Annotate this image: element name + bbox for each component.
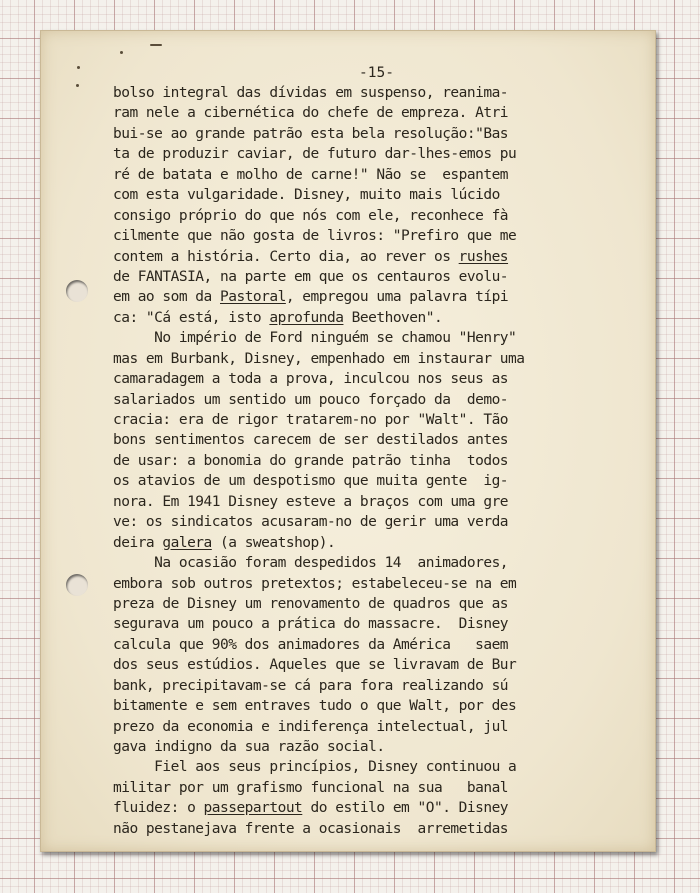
underlined-word: rushes bbox=[458, 248, 509, 265]
text-line: dos seus estúdios. Aqueles que se livravam de Bur bbox=[113, 657, 517, 674]
text-line: com esta vulgaridade. Disney, muito mais lúcido bbox=[113, 187, 500, 204]
text-line: não pestanejava frente a ocasionais arremetidas bbox=[113, 820, 509, 837]
text-line: calcula que 90% dos animadores da América saem bbox=[113, 636, 509, 653]
punch-hole-top bbox=[66, 280, 88, 302]
text-line: mas em Burbank, Disney, empenhado em instaurar uma bbox=[113, 350, 525, 367]
text-line: Fiel aos seus princípios, Disney continuou a bbox=[113, 759, 517, 776]
text-line: bui-se ao grande patrão esta bela resolução:"Bas bbox=[113, 125, 509, 142]
underlined-word: Pastoral bbox=[220, 289, 286, 306]
text-line: segurava um pouco a prática do massacre. Disney bbox=[113, 616, 509, 633]
text-line: salariados um sentido um pouco forçado da demo- bbox=[113, 391, 509, 408]
text-line: No império de Ford ninguém se chamou "Henry" bbox=[113, 330, 517, 347]
ink-speck bbox=[77, 66, 80, 69]
text-line: contem a história. Certo dia, ao rever os rushes bbox=[113, 248, 509, 265]
text-line: de FANTASIA, na parte em que os centauros evolu- bbox=[113, 268, 509, 285]
text-line: bank, precipitavam-se cá para fora realizando sú bbox=[113, 677, 509, 694]
ink-speck bbox=[76, 84, 79, 87]
text-line: gava indigno da sua razão social. bbox=[113, 739, 385, 755]
text-line: em ao som da Pastoral, empregou uma palavra típi bbox=[113, 289, 509, 306]
text-line: bitamente e sem entraves tudo o que Walt, por des bbox=[113, 698, 517, 715]
text-line: embora sob outros pretextos; estabeleceu-se na em bbox=[113, 575, 517, 592]
text-line: deira galera (a sweatshop). bbox=[113, 534, 336, 551]
text-line: preza de Disney um renovamento de quadros que as bbox=[113, 595, 509, 612]
text-line: ta de produzir caviar, de futuro dar-lhes-emos pu bbox=[113, 146, 517, 163]
page-number: -15- bbox=[359, 65, 394, 81]
text-line: fluidez: o passepartout do estilo em "O". Disney bbox=[113, 800, 509, 817]
text-line: os atavios de um despotismo que muita gente ig- bbox=[113, 473, 509, 490]
underlined-word: aprofunda bbox=[269, 309, 344, 326]
ink-speck bbox=[150, 44, 162, 46]
text-line: Na ocasião foram despedidos 14 animadores, bbox=[113, 555, 509, 572]
punch-hole-bottom bbox=[66, 574, 88, 596]
ink-speck bbox=[120, 51, 123, 54]
text-line: nora. Em 1941 Disney esteve a braços com uma gre bbox=[113, 493, 509, 510]
text-line: cracia: era de rigor tratarem-no por "Walt". Tão bbox=[113, 412, 509, 428]
text-line: militar por um grafismo funcional na sua banal bbox=[113, 779, 509, 796]
typewritten-text-block bbox=[113, 83, 593, 839]
text-line: ve: os sindicatos acusaram-no de gerir uma verda bbox=[113, 514, 509, 531]
text-line: prezo da economia e indiferença intelectual, jul bbox=[113, 718, 509, 735]
text-line: ram nele a cibernética do chefe de empreza. Atri bbox=[113, 105, 509, 122]
text-line: bolso integral das dívidas em suspenso, reanima- bbox=[113, 85, 509, 101]
text-line: cilmente que não gosta de livros: "Prefiro que me bbox=[113, 228, 517, 245]
text-line: de usar: a bonomia do grande patrão tinha todos bbox=[113, 452, 509, 469]
text-line: bons sentimentos carecem de ser destilados antes bbox=[113, 432, 509, 449]
underlined-word: galera bbox=[162, 534, 212, 551]
text-line: ré de batata e molho de carne!" Não se espantem bbox=[113, 166, 509, 183]
underlined-word: passepartout bbox=[203, 800, 303, 817]
text-line: camaradagem a toda a prova, inculcou nos seus as bbox=[113, 371, 509, 388]
text-line: ca: "Cá está, isto aprofunda Beethoven". bbox=[113, 309, 443, 326]
text-line: consigo próprio do que nós com ele, reconhece fà bbox=[113, 207, 509, 224]
